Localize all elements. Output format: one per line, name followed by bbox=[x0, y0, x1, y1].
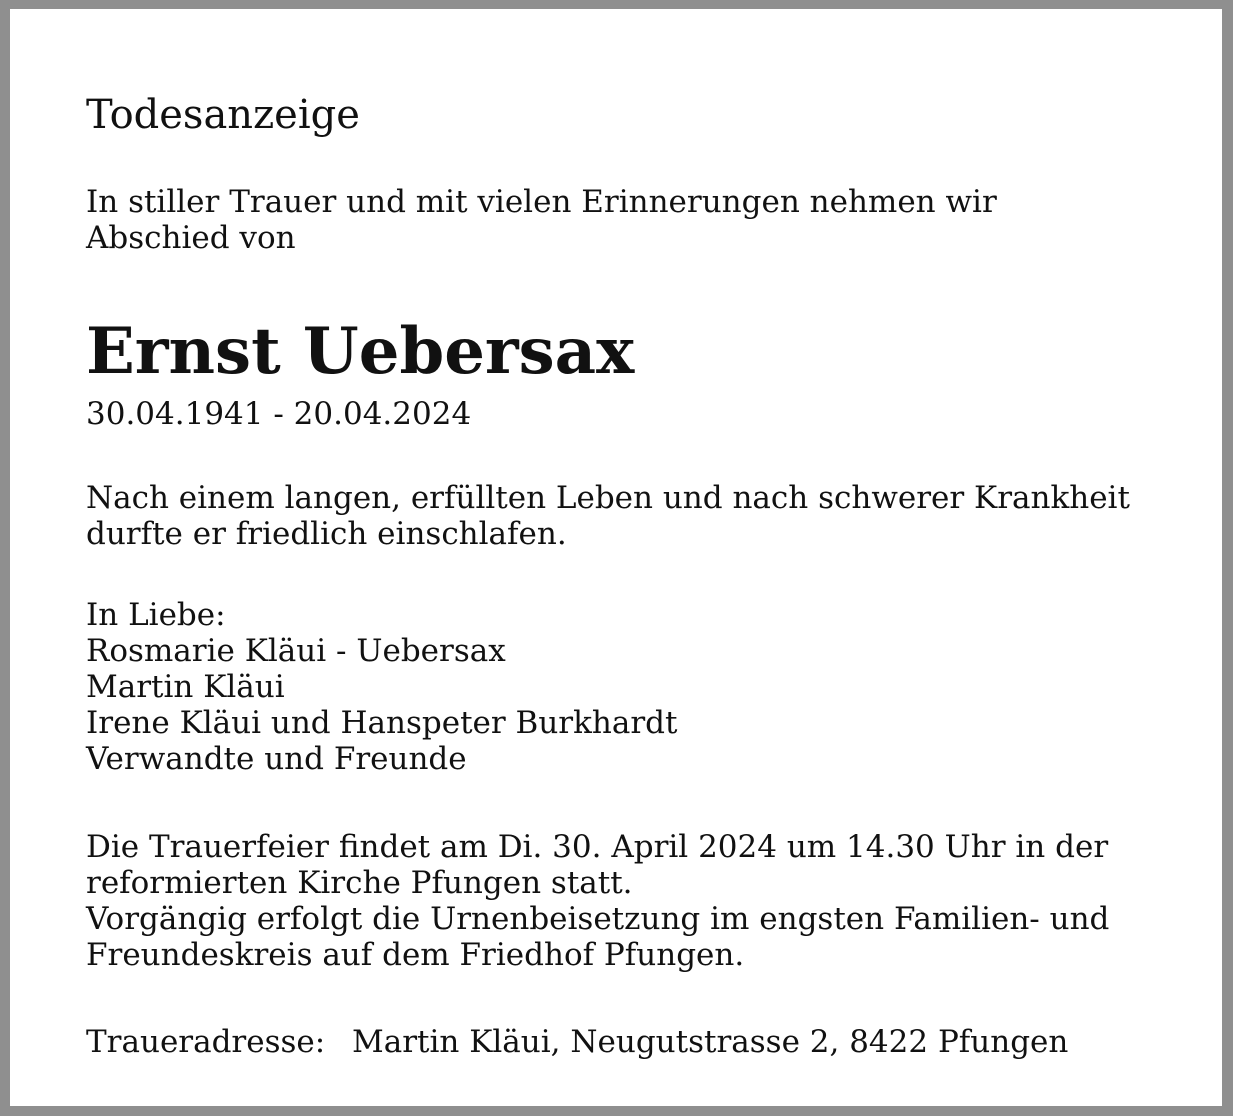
ceremony-paragraph bbox=[86, 829, 1109, 973]
mourners-list bbox=[86, 597, 677, 777]
intro-line-1: In stiller Trauer und mit vielen Erinnerungen nehmen wir bbox=[86, 184, 997, 220]
mourner-name: Verwandte und Freunde bbox=[86, 741, 467, 777]
life-dates: 30.04.1941 - 20.04.2024 bbox=[86, 396, 472, 432]
ceremony-line-3: Vorgängig erfolgt die Urnenbeisetzung im engsten Familien- und bbox=[86, 901, 1110, 937]
message-line-1: Nach einem langen, erfüllten Leben und nach schwerer Krankheit bbox=[86, 480, 1130, 516]
obituary-page bbox=[10, 9, 1222, 1106]
mourner-name: Rosmarie Kläui - Uebersax bbox=[86, 633, 506, 669]
address-value: Martin Kläui, Neugutstrasse 2, 8422 Pfungen bbox=[352, 1024, 1069, 1060]
intro-text bbox=[86, 184, 997, 256]
mourning-address bbox=[86, 1024, 1068, 1060]
message-paragraph bbox=[86, 480, 1130, 552]
address-label: Traueradresse: bbox=[86, 1024, 326, 1060]
mourner-name: Martin Kläui bbox=[86, 669, 285, 705]
ceremony-line-4: Freundeskreis auf dem Friedhof Pfungen. bbox=[86, 937, 745, 973]
ceremony-line-1: Die Trauerfeier findet am Di. 30. April 2024 um 14.30 Uhr in der bbox=[86, 829, 1109, 865]
mourner-name: Irene Kläui und Hanspeter Burkhardt bbox=[86, 705, 678, 741]
mourners-label: In Liebe: bbox=[86, 597, 226, 633]
message-line-2: durfte er friedlich einschlafen. bbox=[86, 516, 567, 552]
deceased-name: Ernst Uebersax bbox=[86, 314, 635, 389]
intro-line-2: Abschied von bbox=[86, 220, 296, 256]
page-title: Todesanzeige bbox=[86, 92, 360, 138]
ceremony-line-2: reformierten Kirche Pfungen statt. bbox=[86, 865, 633, 901]
